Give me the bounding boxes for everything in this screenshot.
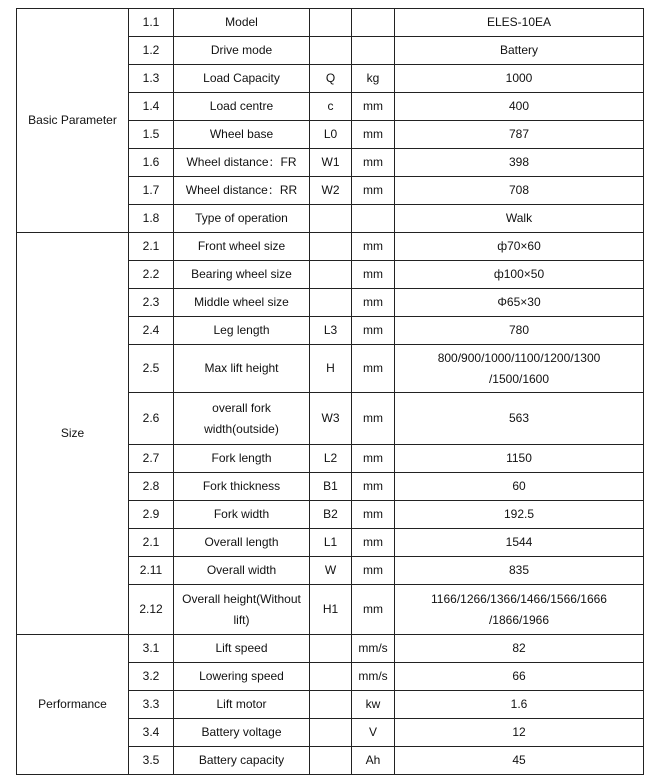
row-number-cell: 2.1 xyxy=(129,529,174,557)
item-cell: Bearing wheel size xyxy=(174,261,310,289)
row-number-cell: 1.3 xyxy=(129,65,174,93)
table-row xyxy=(17,233,644,261)
category-cell: Performance xyxy=(17,635,129,775)
item-cell: Wheel distance：FR xyxy=(174,149,310,177)
code-cell: B2 xyxy=(310,501,352,529)
value-cell: Φ65×30 xyxy=(395,289,644,317)
unit-cell: Ah xyxy=(352,747,395,775)
code-cell xyxy=(310,9,352,37)
row-number-cell: 2.9 xyxy=(129,501,174,529)
row-number-cell: 3.2 xyxy=(129,663,174,691)
code-cell: W xyxy=(310,557,352,585)
row-number-cell: 2.12 xyxy=(129,585,174,635)
category-cell: Size xyxy=(17,233,129,635)
value-cell: 82 xyxy=(395,635,644,663)
code-cell xyxy=(310,289,352,317)
item-cell: Model xyxy=(174,9,310,37)
item-cell: Fork width xyxy=(174,501,310,529)
unit-cell xyxy=(352,9,395,37)
value-cell: 60 xyxy=(395,473,644,501)
unit-cell: mm xyxy=(352,501,395,529)
code-cell: W1 xyxy=(310,149,352,177)
value-cell: 66 xyxy=(395,663,644,691)
unit-cell: mm xyxy=(352,261,395,289)
code-cell xyxy=(310,233,352,261)
unit-cell: kw xyxy=(352,691,395,719)
row-number-cell: 2.6 xyxy=(129,393,174,445)
value-cell: 12 xyxy=(395,719,644,747)
item-cell: Fork length xyxy=(174,445,310,473)
code-cell: c xyxy=(310,93,352,121)
unit-cell: mm xyxy=(352,177,395,205)
item-cell: Middle wheel size xyxy=(174,289,310,317)
code-cell: Q xyxy=(310,65,352,93)
item-cell: Type of operation xyxy=(174,205,310,233)
item-cell: Lowering speed xyxy=(174,663,310,691)
table-row xyxy=(17,635,644,663)
item-cell: Overall height(Without lift) xyxy=(174,585,310,635)
unit-cell: mm xyxy=(352,233,395,261)
value-cell: ф100×50 xyxy=(395,261,644,289)
item-cell: Battery voltage xyxy=(174,719,310,747)
unit-cell: mm xyxy=(352,149,395,177)
unit-cell xyxy=(352,37,395,65)
item-cell: Front wheel size xyxy=(174,233,310,261)
code-cell: L2 xyxy=(310,445,352,473)
code-cell: W2 xyxy=(310,177,352,205)
value-cell: 1.6 xyxy=(395,691,644,719)
code-cell: H1 xyxy=(310,585,352,635)
unit-cell xyxy=(352,205,395,233)
value-cell: 835 xyxy=(395,557,644,585)
row-number-cell: 2.3 xyxy=(129,289,174,317)
unit-cell: mm xyxy=(352,585,395,635)
unit-cell: mm/s xyxy=(352,635,395,663)
unit-cell: mm xyxy=(352,557,395,585)
value-cell: 708 xyxy=(395,177,644,205)
code-cell xyxy=(310,663,352,691)
code-cell xyxy=(310,691,352,719)
unit-cell: mm xyxy=(352,121,395,149)
row-number-cell: 2.8 xyxy=(129,473,174,501)
value-cell: 1000 xyxy=(395,65,644,93)
code-cell: L0 xyxy=(310,121,352,149)
clipped-header-text xyxy=(16,0,644,2)
item-cell: Lift speed xyxy=(174,635,310,663)
value-cell: Battery xyxy=(395,37,644,65)
item-cell: Lift motor xyxy=(174,691,310,719)
unit-cell: mm/s xyxy=(352,663,395,691)
row-number-cell: 3.1 xyxy=(129,635,174,663)
row-number-cell: 1.7 xyxy=(129,177,174,205)
value-cell: ELES-10EA xyxy=(395,9,644,37)
value-cell: 45 xyxy=(395,747,644,775)
code-cell: L3 xyxy=(310,317,352,345)
row-number-cell: 2.4 xyxy=(129,317,174,345)
row-number-cell: 1.4 xyxy=(129,93,174,121)
item-cell: Overall length xyxy=(174,529,310,557)
row-number-cell: 2.11 xyxy=(129,557,174,585)
row-number-cell: 2.5 xyxy=(129,345,174,393)
value-cell: 1166/1266/1366/1466/1566/1666 /1866/1966 xyxy=(395,585,644,635)
item-cell: overall fork width(outside) xyxy=(174,393,310,445)
code-cell xyxy=(310,747,352,775)
item-cell: Fork thickness xyxy=(174,473,310,501)
code-cell: W3 xyxy=(310,393,352,445)
value-cell: 563 xyxy=(395,393,644,445)
item-cell: Max lift height xyxy=(174,345,310,393)
item-cell: Load centre xyxy=(174,93,310,121)
row-number-cell: 1.5 xyxy=(129,121,174,149)
unit-cell: mm xyxy=(352,345,395,393)
value-cell: 192.5 xyxy=(395,501,644,529)
row-number-cell: 2.1 xyxy=(129,233,174,261)
unit-cell: mm xyxy=(352,473,395,501)
item-cell: Drive mode xyxy=(174,37,310,65)
unit-cell: mm xyxy=(352,393,395,445)
item-cell: Wheel distance：RR xyxy=(174,177,310,205)
value-cell: 1150 xyxy=(395,445,644,473)
item-cell: Leg length xyxy=(174,317,310,345)
code-cell xyxy=(310,635,352,663)
code-cell xyxy=(310,261,352,289)
value-cell: 780 xyxy=(395,317,644,345)
item-cell: Load Capacity xyxy=(174,65,310,93)
unit-cell: V xyxy=(352,719,395,747)
row-number-cell: 1.2 xyxy=(129,37,174,65)
specification-table-body xyxy=(17,9,644,775)
code-cell xyxy=(310,205,352,233)
category-cell: Basic Parameter xyxy=(17,9,129,233)
row-number-cell: 1.8 xyxy=(129,205,174,233)
row-number-cell: 1.6 xyxy=(129,149,174,177)
unit-cell: kg xyxy=(352,65,395,93)
value-cell: 398 xyxy=(395,149,644,177)
value-cell: 787 xyxy=(395,121,644,149)
code-cell xyxy=(310,37,352,65)
row-number-cell: 3.5 xyxy=(129,747,174,775)
unit-cell: mm xyxy=(352,445,395,473)
table-row xyxy=(17,9,644,37)
unit-cell: mm xyxy=(352,529,395,557)
value-cell: 800/900/1000/1100/1200/1300 /1500/1600 xyxy=(395,345,644,393)
row-number-cell: 1.1 xyxy=(129,9,174,37)
code-cell xyxy=(310,719,352,747)
value-cell: 400 xyxy=(395,93,644,121)
value-cell: Walk xyxy=(395,205,644,233)
value-cell: 1544 xyxy=(395,529,644,557)
row-number-cell: 3.4 xyxy=(129,719,174,747)
code-cell: B1 xyxy=(310,473,352,501)
row-number-cell: 3.3 xyxy=(129,691,174,719)
value-cell: ф70×60 xyxy=(395,233,644,261)
unit-cell: mm xyxy=(352,289,395,317)
unit-cell: mm xyxy=(352,93,395,121)
unit-cell: mm xyxy=(352,317,395,345)
item-cell: Battery capacity xyxy=(174,747,310,775)
code-cell: H xyxy=(310,345,352,393)
item-cell: Wheel base xyxy=(174,121,310,149)
code-cell: L1 xyxy=(310,529,352,557)
row-number-cell: 2.2 xyxy=(129,261,174,289)
item-cell: Overall width xyxy=(174,557,310,585)
row-number-cell: 2.7 xyxy=(129,445,174,473)
specification-table xyxy=(16,8,644,775)
